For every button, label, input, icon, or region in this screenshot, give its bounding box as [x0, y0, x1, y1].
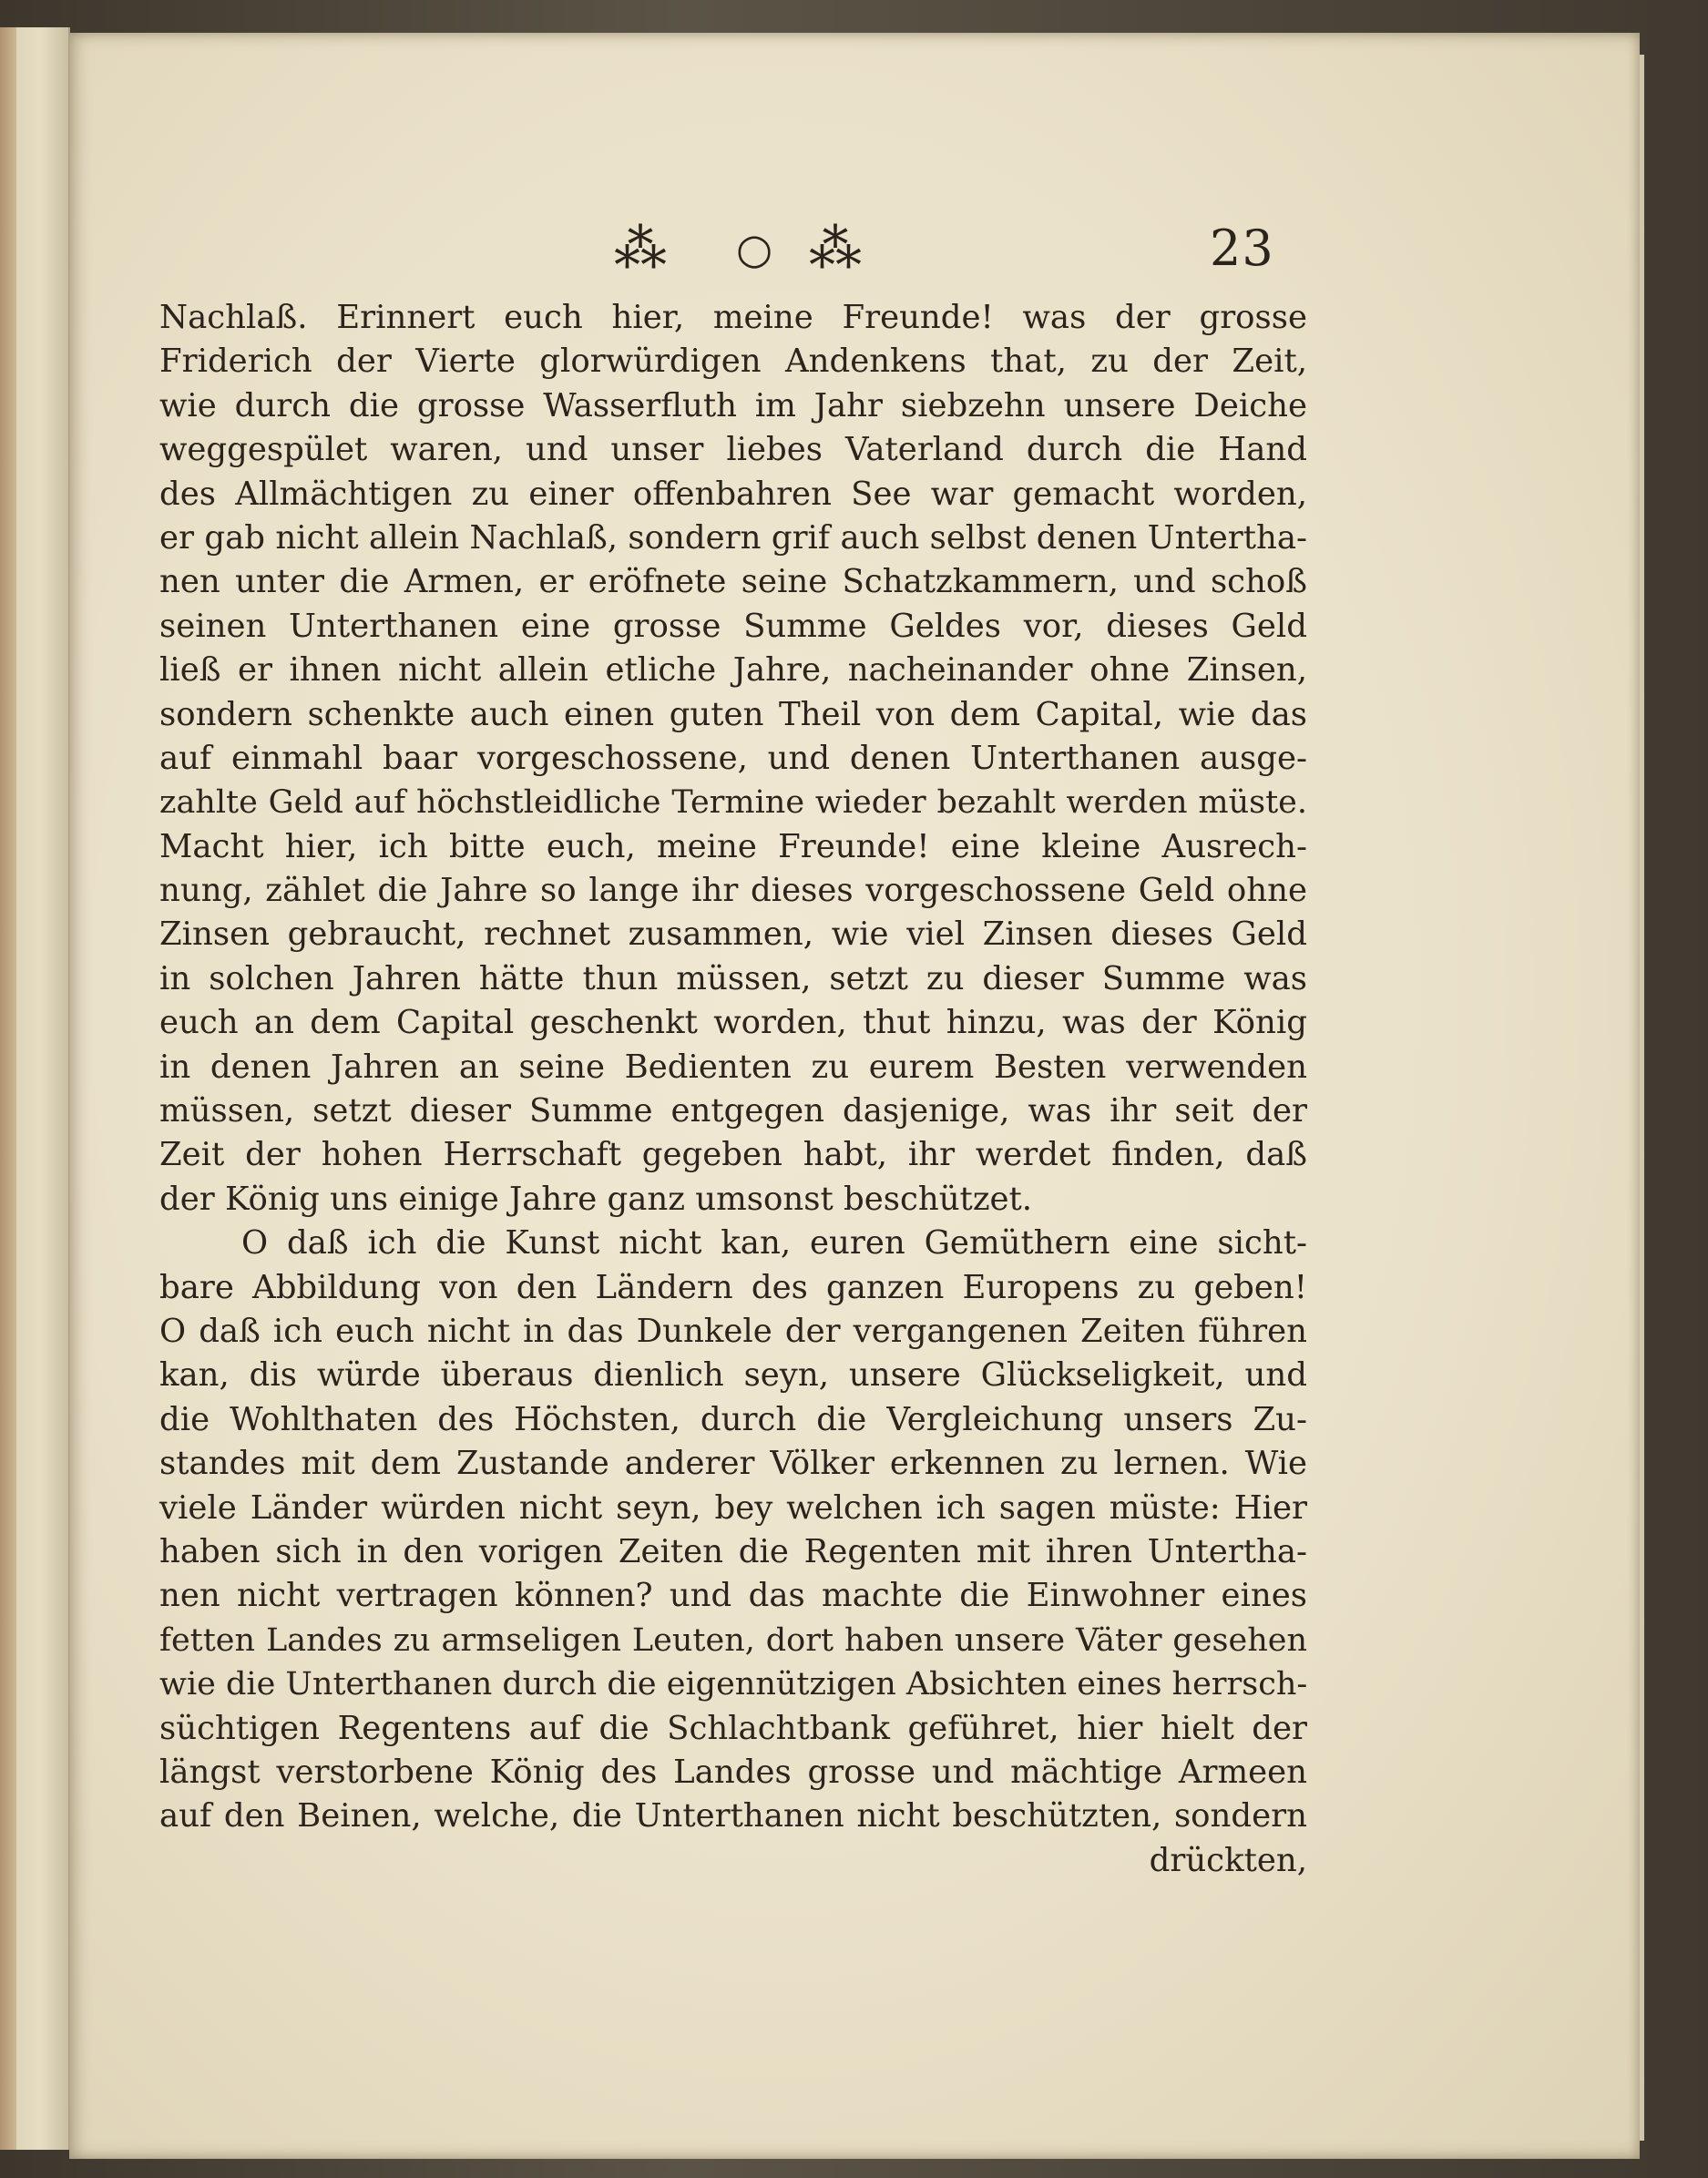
text-line: wie die Unterthanen durch die eigennützigen Absichten eines herrsch-	[159, 1666, 1308, 1703]
text-line: in solchen Jahren hätte thun müssen, setzt zu dieser Summe was	[159, 959, 1307, 997]
text-line: kan, dis würde überaus dienlich seyn, unsere Glückseligkeit, und	[159, 1356, 1307, 1395]
text-line: O daß ich die Kunst nicht kan, euren Gemüthern eine sicht-	[241, 1224, 1307, 1263]
text-line: Nachlaß. Erinnert euch hier, meine Freunde! was der grosse	[159, 299, 1307, 336]
text-line: nen unter die Armen, er eröfnete seine Schatzkammern, und schoß	[159, 563, 1307, 601]
text-line: er gab nicht allein Nachlaß, sondern grif auch selbst denen Untertha-	[159, 518, 1307, 557]
text-line: die Wohlthaten des Höchsten, durch die Vergleichung unsers Zu-	[159, 1400, 1307, 1438]
paragraph-2	[159, 1222, 1307, 1838]
page-number: 23	[1210, 220, 1274, 277]
text-line: müssen, setzt dieser Summe entgegen dasjenige, was ihr seit der	[159, 1092, 1307, 1130]
text-line: euch an dem Capital geschenkt worden, thut hinzu, was der König	[159, 1004, 1307, 1042]
ornament-middle-icon: ○	[736, 224, 773, 273]
text-line: O daß ich euch nicht in das Dunkele der vergangenen Zeiten führen	[159, 1312, 1307, 1350]
text-line: bare Abbildung von den Ländern des ganzen Europens zu geben!	[159, 1268, 1307, 1306]
catchword: drückten,	[1149, 1841, 1307, 1879]
text-line: fetten Landes zu armseligen Leuten, dort haben unsere Väter gesehen	[159, 1621, 1307, 1659]
text-line: Friderich der Vierte glorwürdigen Andenkens that, zu der Zeit,	[159, 343, 1307, 381]
text-line: Macht hier, ich bitte euch, meine Freunde! eine kleine Ausrech-	[159, 827, 1307, 865]
page-body-text	[159, 296, 1307, 1883]
text-line: zahlte Geld auf höchstleidliche Termine wieder bezahlt werden müste.	[159, 784, 1307, 822]
text-line: nung, zählet die Jahre so lange ihr dieses vorgeschossene Geld ohne	[159, 872, 1307, 910]
text-line: des Allmächtigen zu einer offenbahren See war gemacht worden,	[159, 475, 1307, 513]
text-line: sondern schenkte auch einen guten Theil von dem Capital, wie das	[159, 695, 1307, 733]
paragraph-1	[159, 296, 1307, 1222]
text-line: ließ er ihnen nicht allein etliche Jahre, nacheinander ohne Zinsen,	[159, 651, 1307, 690]
previous-page-edge	[0, 27, 70, 2150]
text-line: längst verstorbene König des Landes grosse und mächtige Armeen	[159, 1753, 1307, 1791]
text-line: haben sich in den vorigen Zeiten die Regenten mit ihren Untertha-	[159, 1532, 1307, 1570]
text-line: wie durch die grosse Wasserfluth im Jahr siebzehn unsere Deiche	[159, 386, 1307, 424]
text-line: auf einmahl baar vorgeschossene, und denen Unterthanen ausge-	[159, 739, 1307, 777]
text-line: nen nicht vertragen können? und das machte die Einwohner eines	[159, 1577, 1307, 1615]
page-header	[0, 217, 1708, 281]
text-line: süchtigen Regentens auf die Schlachtbank geführet, hier hielt der	[159, 1709, 1307, 1747]
binding-edge	[0, 27, 16, 2150]
text-line: standes mit dem Zustande anderer Völker erkennen zu lernen. Wie	[159, 1445, 1307, 1483]
text-line: in denen Jahren an seine Bedienten zu eurem Besten verwenden	[159, 1048, 1307, 1086]
text-line: der König uns einige Jahre ganz umsonst beschützet.	[159, 1180, 1033, 1218]
text-line: viele Länder würden nicht seyn, bey welchen ich sagen müste: Hier	[159, 1488, 1307, 1527]
text-line: seinen Unterthanen eine grosse Summe Geldes vor, dieses Geld	[159, 607, 1307, 645]
text-line: Zinsen gebraucht, rechnet zusammen, wie viel Zinsen dieses Geld	[159, 915, 1307, 954]
ornament-right-icon: ⁂	[809, 218, 862, 280]
text-line: weggespület waren, und unser liebes Vaterland durch die Hand	[159, 431, 1307, 469]
text-line: Zeit der hohen Herrschaft gegeben habt, ihr werdet finden, daß	[159, 1136, 1307, 1174]
ornament-left-icon: ⁂	[614, 218, 667, 280]
text-line: auf den Beinen, welche, die Unterthanen nicht beschützten, sondern	[159, 1797, 1307, 1835]
